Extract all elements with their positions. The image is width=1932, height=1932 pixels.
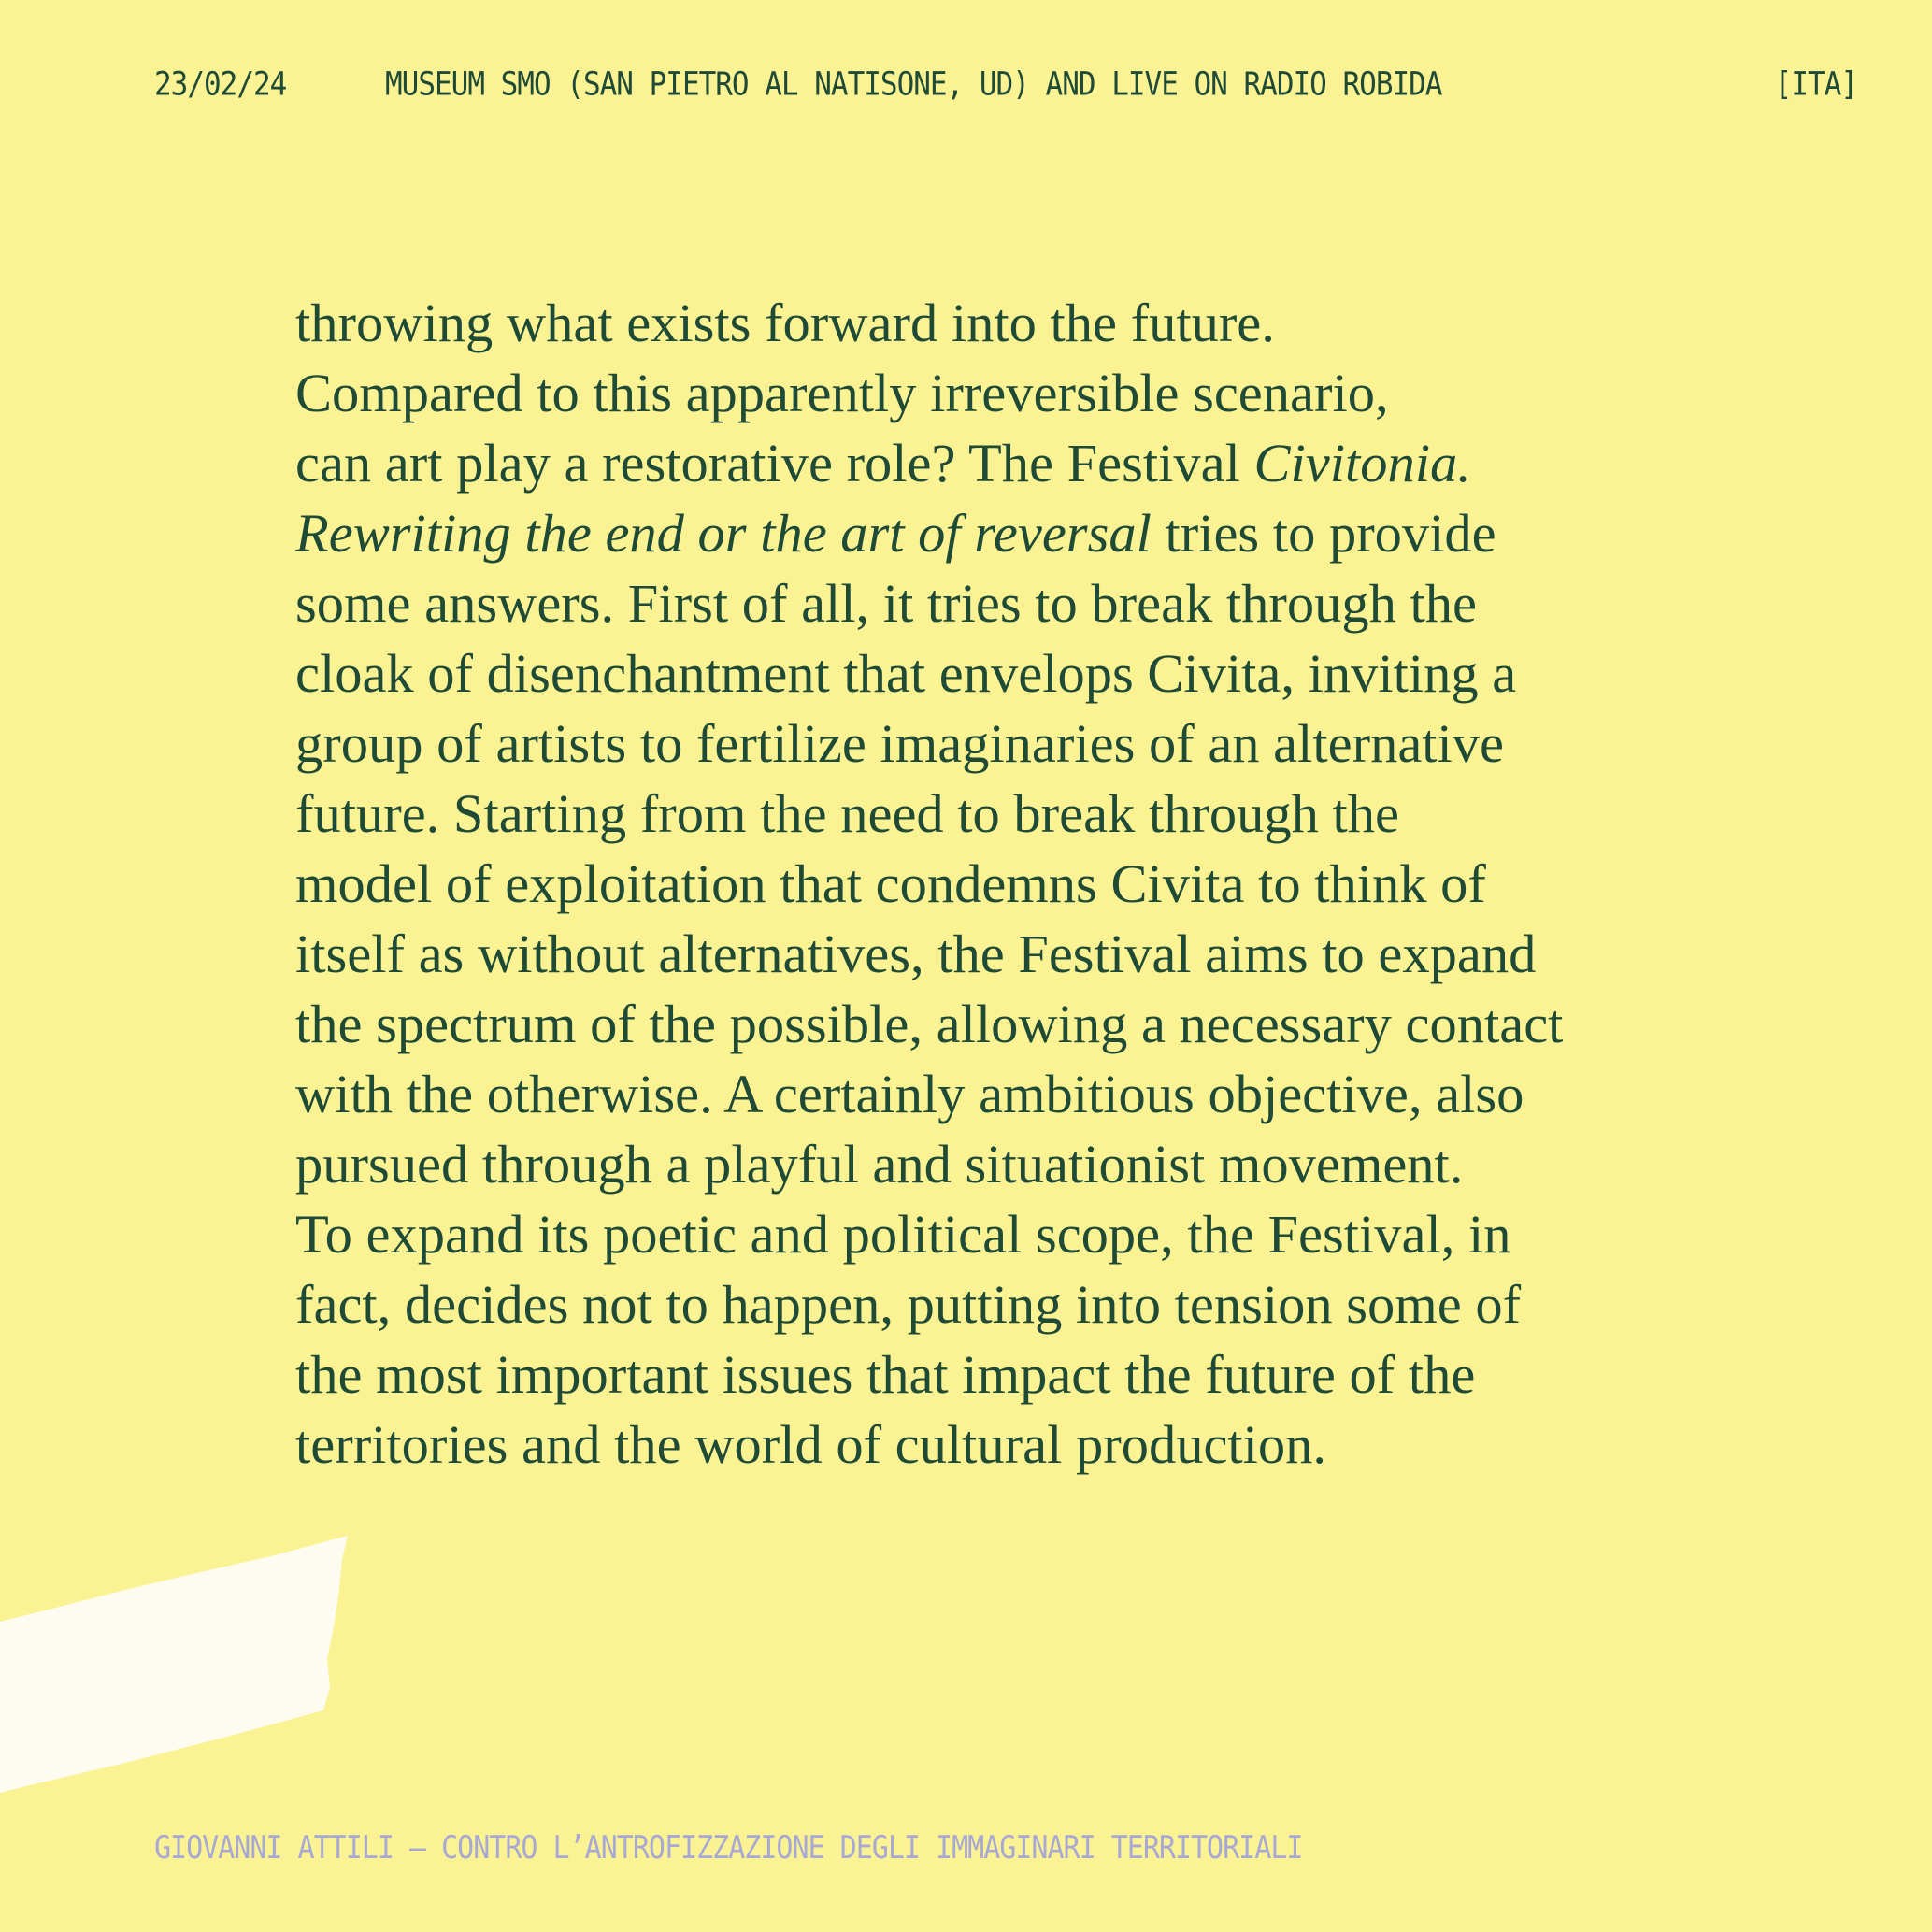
event-date: 23/02/24 <box>154 65 287 104</box>
text-line: group of artists to fertilize imaginaries of an alternative <box>295 713 1505 774</box>
text-line: To expand its poetic and political scope, the Festival, in <box>295 1204 1511 1265</box>
text-line: cloak of disenchantment that envelops Civita, inviting a <box>295 643 1517 704</box>
text-line: the most important issues that impact the future of the <box>295 1344 1476 1405</box>
text-line: territories and the world of cultural production. <box>295 1414 1327 1475</box>
text-segment: tries to provide <box>1151 503 1496 564</box>
tape-strip-shape <box>0 1536 348 1793</box>
text-line: with the otherwise. A certainly ambitious objective, also <box>295 1064 1524 1124</box>
language-tag: [ITA] <box>1774 65 1857 104</box>
text-line: model of exploitation that condemns Civita to think of <box>295 853 1486 914</box>
text-line: throwing what exists forward into the future. <box>295 293 1275 353</box>
text-line: itself as without alternatives, the Festival aims to expand <box>295 923 1537 984</box>
page-header <box>154 65 1857 111</box>
text-line <box>295 498 1697 568</box>
text-line: some answers. First of all, it tries to break through the <box>295 573 1478 634</box>
festival-subtitle-italic: Rewriting the end or the art of reversal <box>295 503 1152 564</box>
text-line: pursued through a playful and situationist movement. <box>295 1134 1464 1195</box>
text-line: future. Starting from the need to break through the <box>295 783 1400 844</box>
festival-title-italic: Civitonia. <box>1253 433 1471 494</box>
text-line: Compared to this apparently irreversible scenario, <box>295 363 1389 423</box>
footer-credit: GIOVANNI ATTILI – CONTRO L’ANTROFIZZAZIONE DEGLI IMMAGINARI TERRITORIALI <box>154 1830 1303 1868</box>
text-line <box>295 428 1697 498</box>
page-footer <box>154 1830 1302 1867</box>
body-text <box>295 288 1697 1480</box>
text-segment: can art play a restorative role? The Festival <box>295 433 1254 494</box>
event-venue: MUSEUM SMO (SAN PIETRO AL NATISONE, UD) AND LIVE ON RADIO ROBIDA <box>385 65 1442 104</box>
text-line: the spectrum of the possible, allowing a necessary contact <box>295 994 1564 1054</box>
text-line: fact, decides not to happen, putting into tension some of <box>295 1274 1522 1335</box>
